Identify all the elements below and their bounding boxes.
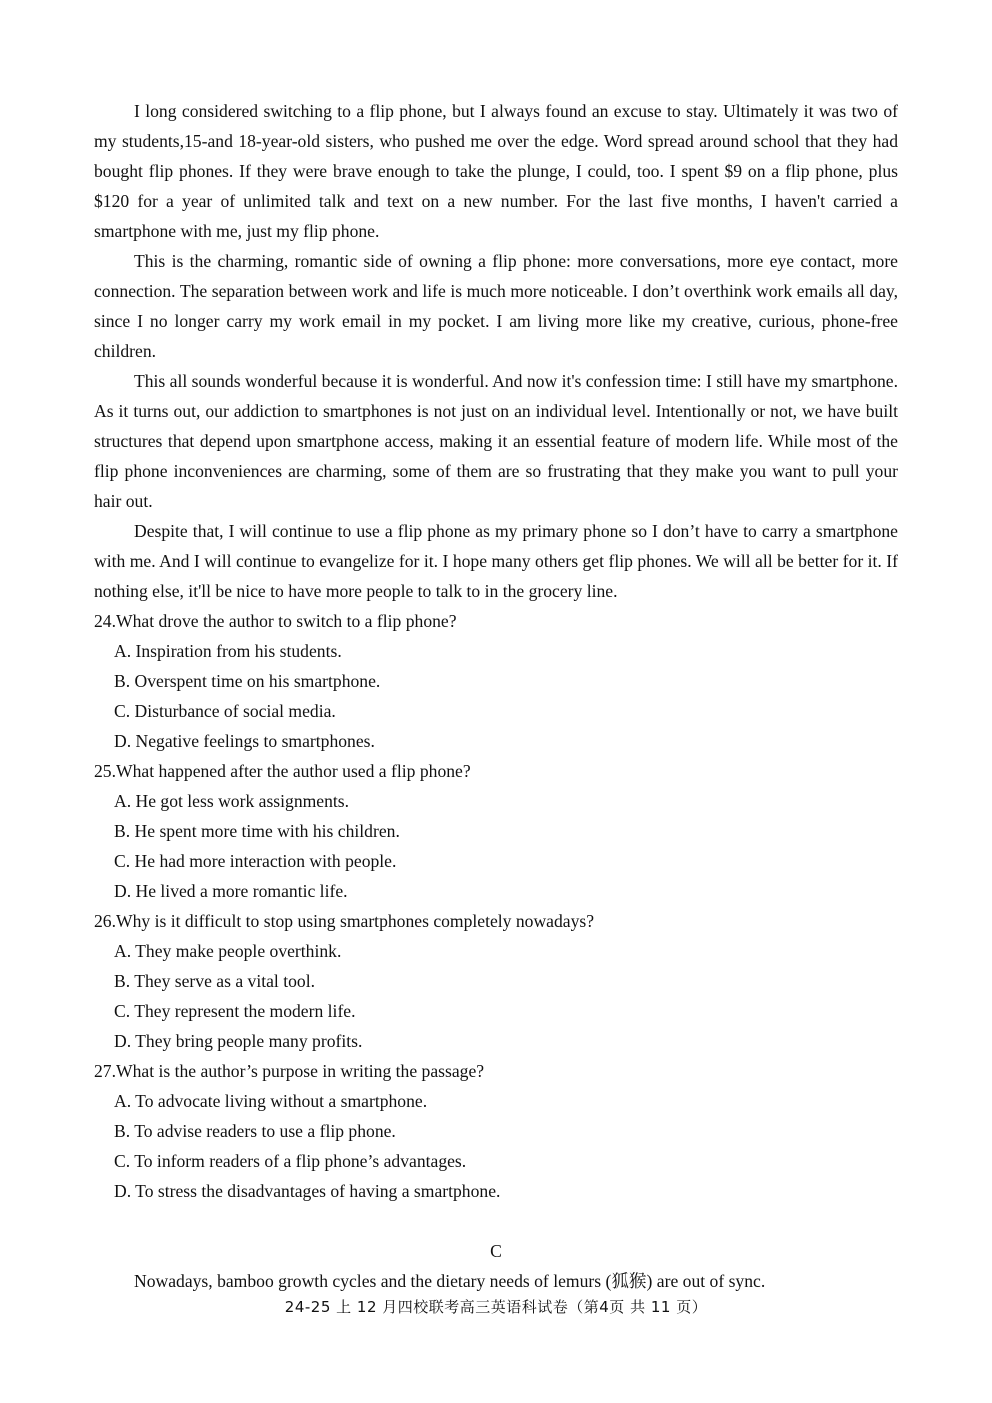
option-c: C. They represent the modern life. [114,1001,356,1021]
question-25 [94,756,898,906]
option-d: D. To stress the disadvantages of having a smartphone. [114,1181,501,1201]
question-24 [94,606,898,756]
passage-paragraph-1: I long considered switching to a flip phone, but I always found an excuse to stay. Ultimately it was two of my students,15-and 18-year-old sisters, who pushed me over the edge. Word spread around school that they had bought flip phones. If they were brave enough to take the plunge, I could, too. I spent $9 on a flip phone, plus $120 for a year of unlimited talk and text on a new number. For the last five months, I haven't carried a smartphone with me, just my flip phone. [94,101,898,241]
question-26 [94,906,898,1056]
passage-paragraph-3: This all sounds wonderful because it is wonderful. And now it's confession time: I still have my smartphone. As it turns out, our addiction to smartphones is not just on an individual level. Intentionally or not, we have built structures that depend upon smartphone access, making it an essential feature of modern life. While most of the flip phone inconveniences are charming, some of them are so frustrating that they make you want to pull your hair out. [94,371,898,511]
question-stem: 25.What happened after the author used a flip phone? [94,761,471,781]
question-stem: 24.What drove the author to switch to a flip phone? [94,611,457,631]
page-footer: 24-25 上 12 月四校联考高三英语科试卷（第4页 共 11 页） [284,1298,708,1316]
option-b: B. He spent more time with his children. [114,821,400,841]
question-stem: 26.Why is it difficult to stop using smartphones completely nowadays? [94,911,595,931]
option-d: D. Negative feelings to smartphones. [114,731,375,751]
option-b: B. Overspent time on his smartphone. [114,671,381,691]
question-stem: 27.What is the author’s purpose in writing the passage? [94,1061,485,1081]
option-a: A. They make people overthink. [114,941,342,961]
section-c-first-line: Nowadays, bamboo growth cycles and the dietary needs of lemurs (狐猴) are out of sync. [134,1271,766,1291]
question-27 [94,1056,898,1206]
section-heading: C [490,1241,502,1261]
option-a: A. He got less work assignments. [114,791,350,811]
option-d: D. He lived a more romantic life. [114,881,348,901]
exam-page-body [94,96,898,1296]
passage-paragraph-4: Despite that, I will continue to use a flip phone as my primary phone so I don’t have to carry a smartphone with me. And I will continue to evangelize for it. I hope many others get flip phones. We will all be better for it. If nothing else, it'll be nice to have more people to talk to in the grocery line. [94,521,898,601]
option-a: A. Inspiration from his students. [114,641,342,661]
option-c: C. To inform readers of a flip phone’s advantages. [114,1151,467,1171]
section-c [94,1236,898,1296]
reading-passage [94,96,898,606]
option-c: C. He had more interaction with people. [114,851,397,871]
option-d: D. They bring people many profits. [114,1031,363,1051]
passage-paragraph-2: This is the charming, romantic side of owning a flip phone: more conversations, more eye contact, more connection. The separation between work and life is much more noticeable. I don’t overthink work emails all day, since I no longer carry my work email in my pocket. I am living more like my creative, curious, phone-free children. [94,251,898,361]
option-c: C. Disturbance of social media. [114,701,336,721]
option-b: B. They serve as a vital tool. [114,971,315,991]
option-b: B. To advise readers to use a flip phone. [114,1121,396,1141]
option-a: A. To advocate living without a smartphone. [114,1091,428,1111]
